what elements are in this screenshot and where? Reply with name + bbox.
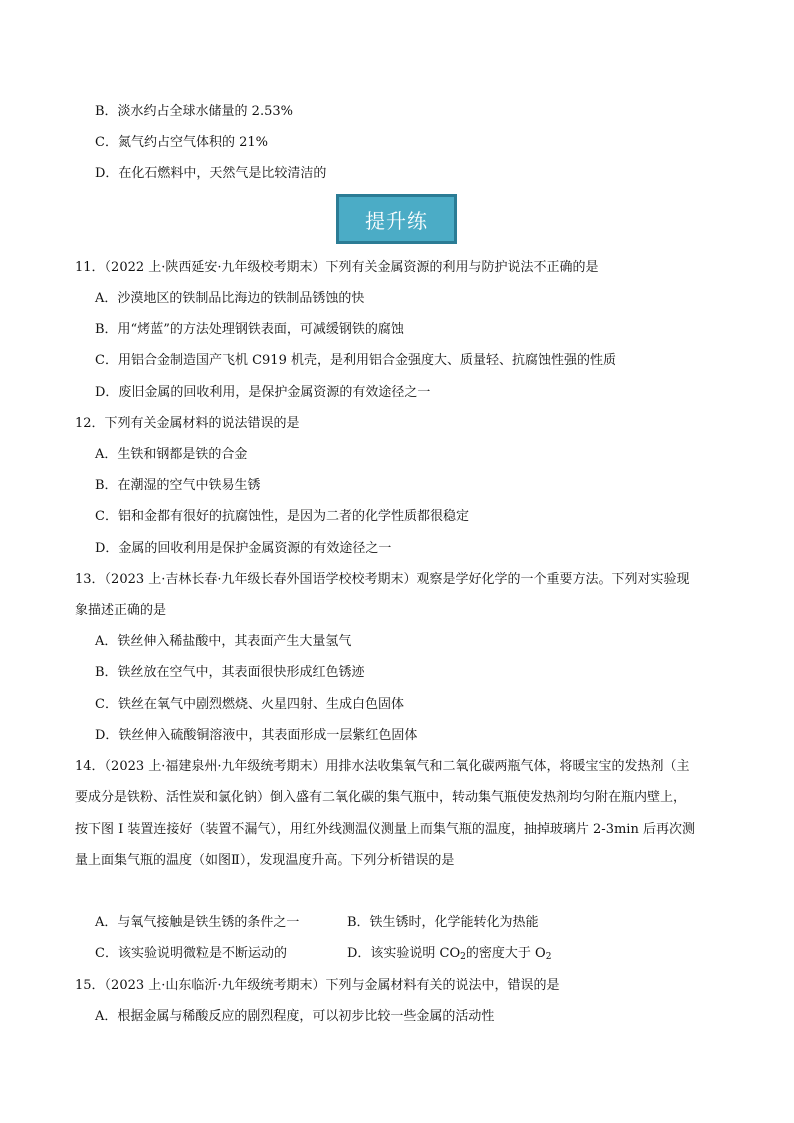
q14-option-c: C．该实验说明微粒是不断运动的	[95, 946, 287, 961]
q12-option-a: A．生铁和钢都是铁的合金	[95, 447, 248, 462]
q13-option-d: D．铁丝伸入硫酸铜溶液中，其表面形成一层紫红色固体	[95, 728, 418, 743]
q12-option-b: B．在潮湿的空气中铁易生锈	[95, 478, 261, 493]
q14-option-a: A．与氧气接触是铁生锈的条件之一	[95, 915, 300, 930]
prev-option-c: C．氮气约占空气体积的 21%	[95, 135, 268, 150]
q13-option-b: B．铁丝放在空气中，其表面很快形成红色锈迹	[95, 665, 365, 680]
co2-subscript: 2	[460, 952, 466, 962]
q14-stem-line2: 要成分是铁粉、活性炭和氯化钠）倒入盛有二氧化碳的集气瓶中，转动集气瓶使发热剂均匀附在瓶内壁上，	[75, 790, 687, 805]
q15-option-a: A．根据金属与稀酸反应的剧烈程度，可以初步比较一些金属的活动性	[95, 1009, 495, 1024]
q14-option-d-prefix: D．该实验说明 CO	[347, 946, 461, 961]
q14-stem-line4: 量上面集气瓶的温度（如图Ⅱ），发现温度升高。下列分析错误的是	[75, 853, 455, 868]
q14-stem-line3: 按下图 I 装置连接好（装置不漏气），用红外线测温仪测量上而集气瓶的温度，抽掉玻璃片 2-3min 后再次测	[75, 822, 695, 837]
q13-stem-line2: 象描述正确的是	[75, 603, 167, 618]
q14-option-d-middle: 的密度大于 O	[465, 946, 546, 961]
q11-option-b: B．用“烤蓝”的方法处理钢铁表面，可减缓钢铁的腐蚀	[95, 322, 404, 337]
q11-stem: 11．（2022 上·陕西延安·九年级校考期末）下列有关金属资源的利用与防护说法不正确的是	[75, 260, 599, 275]
q13-option-a: A．铁丝伸入稀盐酸中，其表面产生大量氢气	[95, 634, 352, 649]
q12-option-c: C．铝和金都有很好的抗腐蚀性，是因为二者的化学性质都很稳定	[95, 509, 469, 524]
q11-option-a: A．沙漠地区的铁制品比海边的铁制品锈蚀的快	[95, 291, 365, 306]
q14-option-d	[347, 945, 551, 963]
q15-stem: 15．（2023 上·山东临沂·九年级统考期末）下列与金属材料有关的说法中，错误的是	[75, 978, 560, 993]
q13-stem-line1: 13．（2023 上·吉林长春·九年级长春外国语学校校考期末）观察是学好化学的一个重要方法。下列对实验现	[75, 572, 690, 587]
q11-option-d: D．废旧金属的回收利用，是保护金属资源的有效途径之一	[95, 385, 431, 400]
q11-option-c: C．用铝合金制造国产飞机 C919 机壳，是利用铝合金强度大、质量轻、抗腐蚀性强的性质	[95, 353, 616, 368]
prev-option-d: D．在化石燃料中，天然气是比较清洁的	[95, 166, 327, 181]
q14-stem-line1: 14．（2023 上·福建泉州·九年级统考期末）用排水法收集氧气和二氧化碳两瓶气体，将暖宝宝的发热剂（主	[75, 759, 690, 774]
section-banner	[336, 194, 457, 244]
section-banner-label: 提升练	[365, 208, 428, 233]
q12-stem: 12．下列有关金属材料的说法错误的是	[75, 416, 300, 431]
q14-option-b: B．铁生锈时，化学能转化为热能	[347, 915, 539, 930]
o2-subscript: 2	[545, 952, 552, 962]
q12-option-d: D．金属的回收利用是保护金属资源的有效途径之一	[95, 541, 392, 556]
prev-option-b: B．淡水约占全球水储量的 2.53%	[95, 104, 293, 119]
q13-option-c: C．铁丝在氧气中剧烈燃烧、火星四射、生成白色固体	[95, 697, 404, 712]
